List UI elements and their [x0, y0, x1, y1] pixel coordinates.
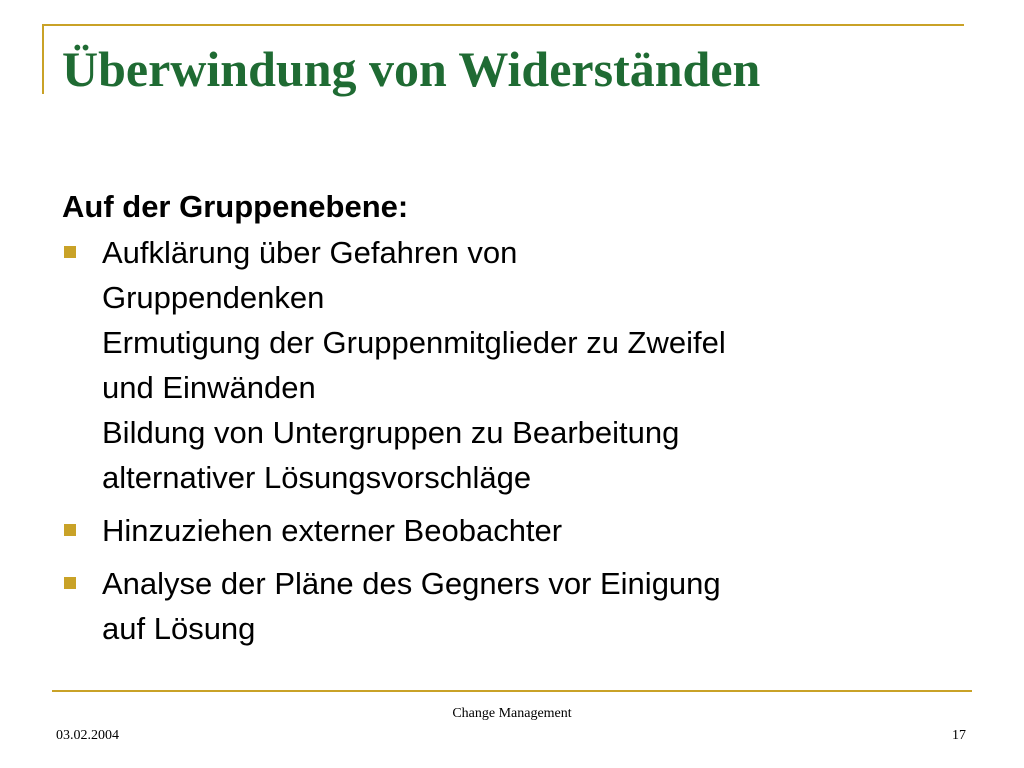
bullet-line: Analyse der Pläne des Gegners vor Einigung	[102, 566, 721, 601]
bullet-line: Bildung von Untergruppen zu Bearbeitung	[102, 415, 680, 450]
bullet-line: Ermutigung der Gruppenmitglieder zu Zweifel	[102, 325, 726, 360]
bullet-item-3	[62, 561, 982, 651]
top-frame-rule	[42, 24, 964, 26]
footer-date: 03.02.2004	[56, 728, 119, 743]
left-frame-rule	[42, 24, 44, 94]
footer-title: Change Management	[452, 706, 572, 721]
bullet-item-1	[62, 230, 982, 500]
bullet-line: und Einwänden	[102, 370, 316, 405]
square-bullet-icon	[64, 246, 76, 258]
slide-content	[62, 186, 982, 659]
bullet-line: Aufklärung über Gefahren von	[102, 235, 518, 270]
slide-title: Überwindung von Widerständen	[62, 41, 761, 97]
bullet-line: Hinzuziehen externer Beobachter	[102, 513, 563, 548]
section-heading: Auf der Gruppenebene:	[62, 189, 409, 224]
bullet-item-2	[62, 508, 982, 553]
page-number: 17	[952, 728, 966, 743]
footer-rule	[52, 690, 972, 692]
square-bullet-icon	[64, 524, 76, 536]
square-bullet-icon	[64, 577, 76, 589]
bullet-line: auf Lösung	[102, 611, 256, 646]
bullet-line: Gruppendenken	[102, 280, 325, 315]
bullet-line: alternativer Lösungsvorschläge	[102, 460, 532, 495]
